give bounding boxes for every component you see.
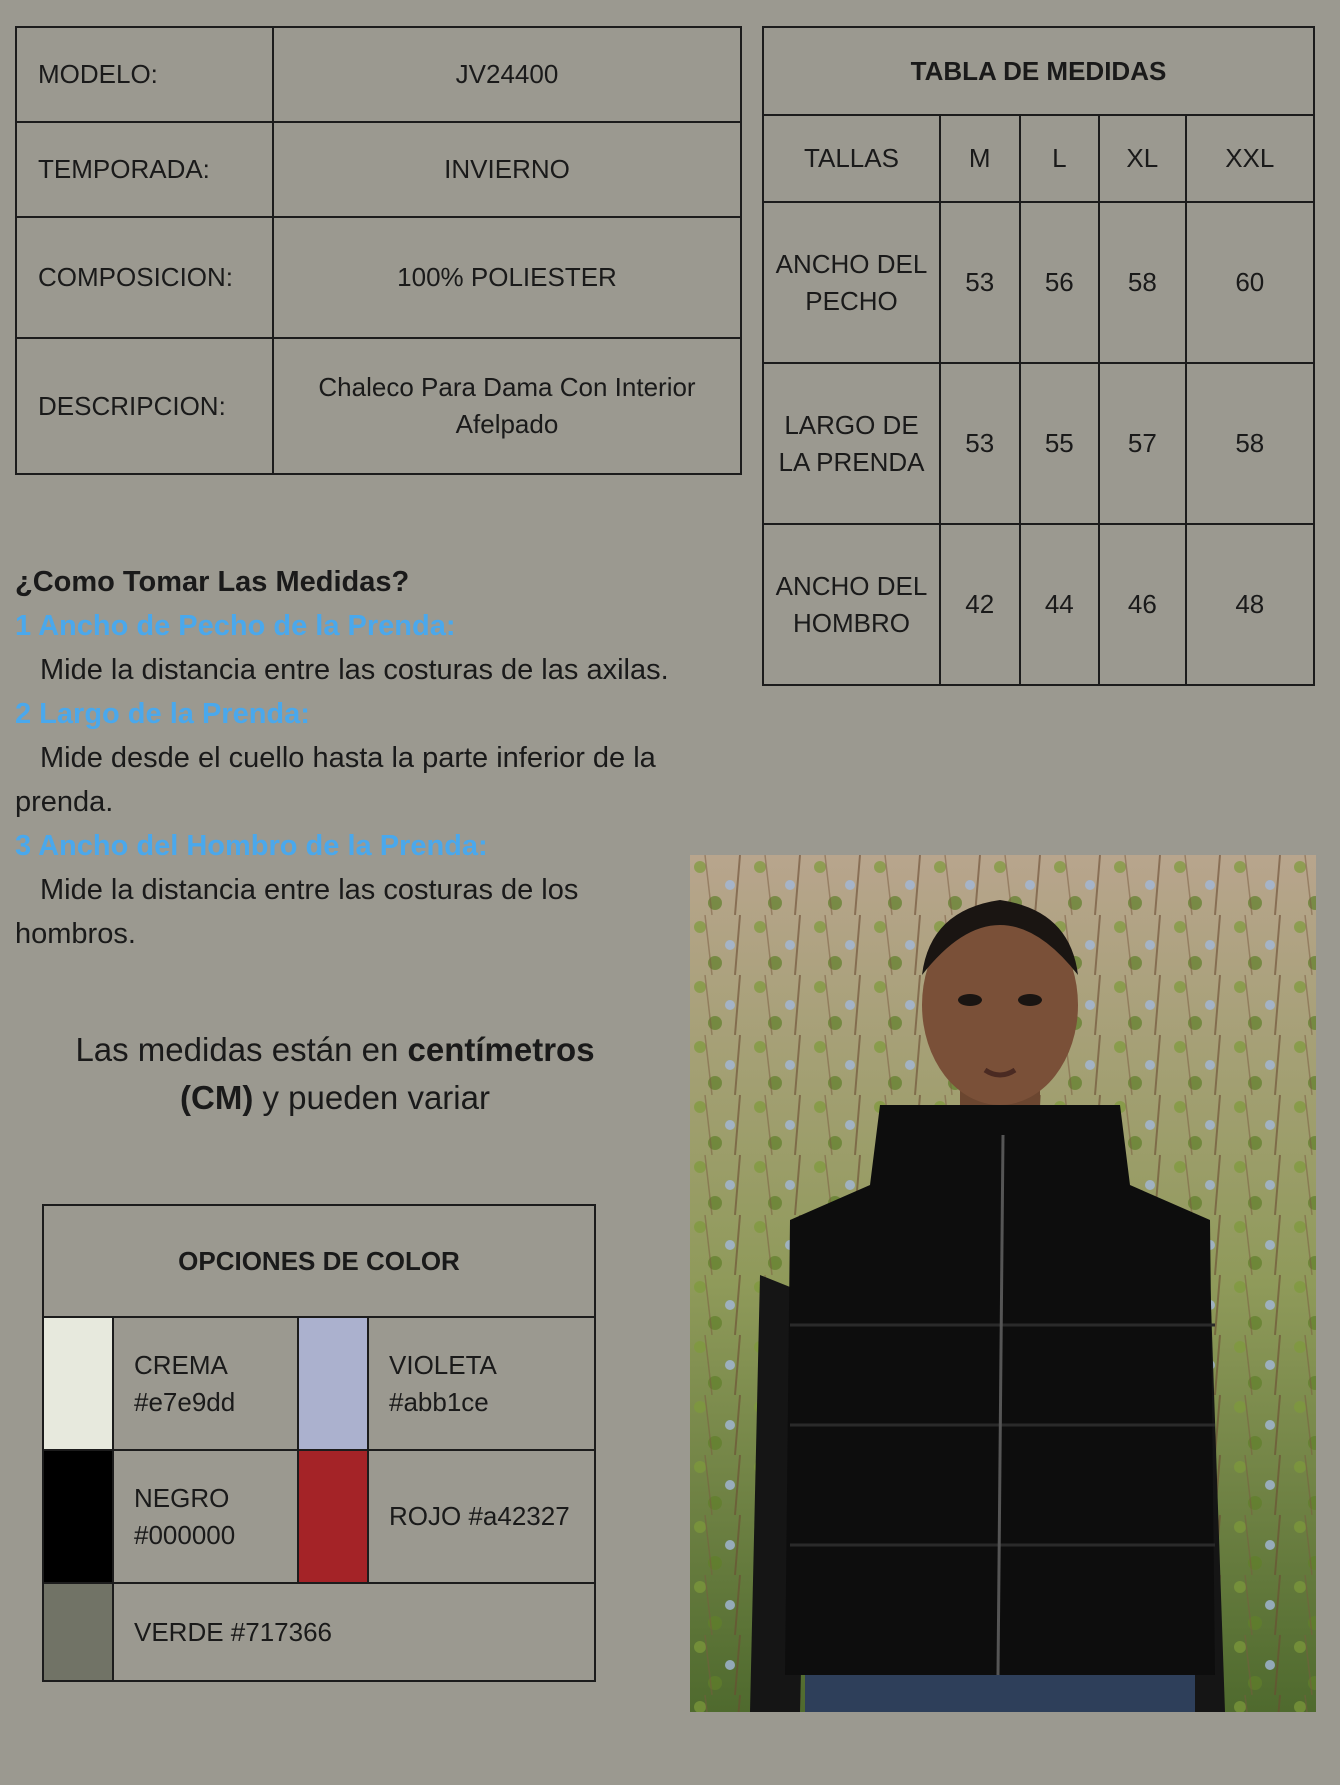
size-corner-label: TALLAS bbox=[763, 115, 940, 202]
color-name: VERDE #717366 bbox=[113, 1583, 595, 1681]
info-value: 100% POLIESTER bbox=[273, 217, 741, 338]
size-header-row bbox=[763, 115, 1314, 202]
size-row-ancho-hombro bbox=[763, 524, 1314, 685]
color-title-row bbox=[43, 1205, 595, 1317]
info-row-descripcion bbox=[16, 338, 741, 474]
size-header: M bbox=[940, 115, 1020, 202]
color-name: VIOLETA #abb1ce bbox=[368, 1317, 595, 1450]
info-label: DESCRIPCION: bbox=[16, 338, 273, 474]
measure-value: 46 bbox=[1099, 524, 1186, 685]
measure-value: 60 bbox=[1186, 202, 1314, 363]
howto-step-desc: Mide desde el cuello hasta la parte inferior de la prenda. bbox=[15, 742, 656, 818]
measure-value: 48 bbox=[1186, 524, 1314, 685]
note-unit: centímetros bbox=[407, 1031, 595, 1068]
measure-value: 42 bbox=[940, 524, 1020, 685]
color-row bbox=[43, 1317, 595, 1450]
measure-value: 53 bbox=[940, 363, 1020, 524]
howto-section bbox=[15, 560, 750, 956]
size-row-ancho-pecho bbox=[763, 202, 1314, 363]
info-label: MODELO: bbox=[16, 27, 273, 122]
howto-step-desc: Mide la distancia entre las costuras de los hombros. bbox=[15, 874, 579, 950]
measure-value: 56 bbox=[1020, 202, 1100, 363]
color-swatch bbox=[298, 1450, 368, 1583]
color-swatch bbox=[43, 1317, 113, 1450]
measure-value: 57 bbox=[1099, 363, 1186, 524]
color-name: CREMA #e7e9dd bbox=[113, 1317, 298, 1450]
color-name: NEGRO #000000 bbox=[113, 1450, 298, 1583]
info-value: JV24400 bbox=[273, 27, 741, 122]
info-row-composicion bbox=[16, 217, 741, 338]
color-swatch bbox=[43, 1450, 113, 1583]
info-row-temporada bbox=[16, 122, 741, 217]
note-text: y pueden variar bbox=[253, 1079, 490, 1116]
info-label: COMPOSICION: bbox=[16, 217, 273, 338]
color-name: ROJO #a42327 bbox=[368, 1450, 595, 1583]
info-value: INVIERNO bbox=[273, 122, 741, 217]
size-table-title: TABLA DE MEDIDAS bbox=[763, 27, 1314, 115]
units-note bbox=[20, 1026, 650, 1122]
size-row-largo-prenda bbox=[763, 363, 1314, 524]
color-options-table bbox=[42, 1204, 596, 1682]
product-info-table bbox=[15, 26, 742, 475]
note-text: Las medidas están en bbox=[75, 1031, 408, 1068]
howto-step-title: 3 Ancho del Hombro de la Prenda: bbox=[15, 830, 488, 862]
size-table-title-row bbox=[763, 27, 1314, 115]
measure-value: 58 bbox=[1186, 363, 1314, 524]
size-header: L bbox=[1020, 115, 1100, 202]
size-header: XXL bbox=[1186, 115, 1314, 202]
howto-step-title: 1 Ancho de Pecho de la Prenda: bbox=[15, 610, 456, 642]
info-row-modelo bbox=[16, 27, 741, 122]
note-unit-abbr: (CM) bbox=[180, 1079, 254, 1116]
howto-question: ¿Como Tomar Las Medidas? bbox=[15, 566, 410, 598]
color-row bbox=[43, 1583, 595, 1681]
color-table-title: OPCIONES DE COLOR bbox=[43, 1205, 595, 1317]
measure-label: ANCHO DEL HOMBRO bbox=[763, 524, 940, 685]
info-label: TEMPORADA: bbox=[16, 122, 273, 217]
measure-value: 44 bbox=[1020, 524, 1100, 685]
measure-label: LARGO DE LA PRENDA bbox=[763, 363, 940, 524]
howto-step-desc: Mide la distancia entre las costuras de las axilas. bbox=[40, 654, 669, 686]
color-row bbox=[43, 1450, 595, 1583]
info-value: Chaleco Para Dama Con Interior Afelpado bbox=[273, 338, 741, 474]
size-table bbox=[762, 26, 1315, 686]
measure-label: ANCHO DEL PECHO bbox=[763, 202, 940, 363]
model-wearing-vest-image bbox=[690, 855, 1316, 1712]
measure-value: 58 bbox=[1099, 202, 1186, 363]
howto-step-title: 2 Largo de la Prenda: bbox=[15, 698, 310, 730]
color-swatch bbox=[43, 1583, 113, 1681]
measure-value: 53 bbox=[940, 202, 1020, 363]
measure-value: 55 bbox=[1020, 363, 1100, 524]
size-header: XL bbox=[1099, 115, 1186, 202]
color-swatch bbox=[298, 1317, 368, 1450]
product-photo bbox=[690, 855, 1316, 1712]
